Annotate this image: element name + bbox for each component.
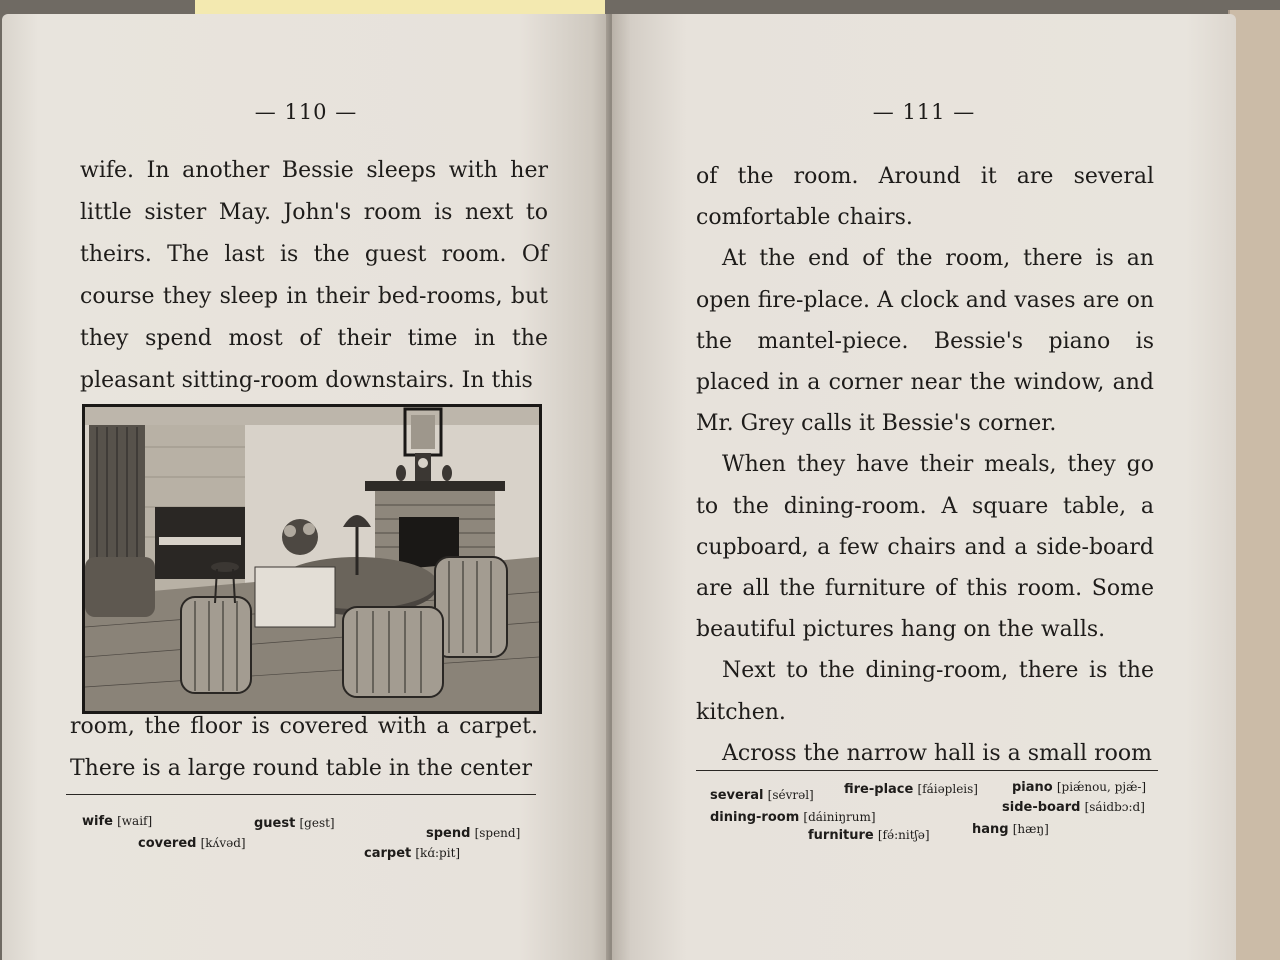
paragraph: wife. In another Bessie sleeps with her little sister May. John's room is next to theirs. The last is the guest room. Of course they sleep in their bed-rooms, but they spend most of their time in the pleasant sitting-room downstairs. In this bbox=[80, 158, 548, 393]
vocab-pronunciation: [piǽnou, pjǽ-] bbox=[1056, 780, 1147, 794]
vocab-word: carpet bbox=[364, 846, 412, 861]
paragraph: room, the floor is covered with a carpet. There is a large round table in the center bbox=[70, 714, 538, 781]
vocab-pronunciation: [spend] bbox=[474, 826, 521, 840]
vocab-entry bbox=[138, 836, 246, 851]
vocab-pronunciation: [hæŋ] bbox=[1012, 822, 1049, 836]
page-number: — 111 — bbox=[872, 100, 976, 124]
footnote-rule bbox=[696, 770, 1158, 771]
paragraph: When they have their meals, they go to the dining-room. A square table, a cupboard, a few chairs and a side-board are all the furniture of this room. Some beautiful pictures hang on the walls. bbox=[696, 452, 1154, 643]
vocab-entry bbox=[364, 846, 460, 861]
illustration-drawing bbox=[85, 407, 539, 711]
vocab-word: fire-place bbox=[844, 782, 914, 797]
vocab-word: guest bbox=[254, 816, 296, 831]
vocab-word: wife bbox=[82, 814, 113, 829]
paragraph: Across the narrow hall is a small room bbox=[722, 740, 1152, 766]
vocab-pronunciation: [gest] bbox=[299, 816, 335, 830]
sitting-room-illustration bbox=[82, 404, 542, 714]
vocab-pronunciation: [kɑ́:pit] bbox=[415, 846, 461, 860]
page-number: — 110 — bbox=[254, 100, 358, 124]
vocab-pronunciation: [fáiəpleis] bbox=[917, 782, 978, 796]
right-page bbox=[612, 14, 1236, 960]
vocab-word: several bbox=[710, 788, 764, 803]
body-text bbox=[696, 156, 1154, 774]
vocab-entry bbox=[82, 814, 152, 829]
vocab-entry bbox=[710, 788, 814, 803]
vocab-word: covered bbox=[138, 836, 197, 851]
vocab-word: hang bbox=[972, 822, 1009, 837]
paragraph: of the room. Around it are several comfortable chairs. bbox=[696, 164, 1154, 231]
vocab-word: side-board bbox=[1002, 800, 1081, 815]
vocab-entry bbox=[426, 826, 520, 841]
vocab-word: spend bbox=[426, 826, 471, 841]
vocab-entry bbox=[710, 810, 876, 825]
vocab-entry bbox=[254, 816, 335, 831]
vocab-pronunciation: [sáidbɔ:d] bbox=[1084, 800, 1145, 814]
vocab-word: furniture bbox=[808, 828, 874, 843]
vocab-word: dining-room bbox=[710, 810, 800, 825]
left-page bbox=[2, 14, 610, 960]
paragraph: Next to the dining-room, there is the kitchen. bbox=[696, 658, 1154, 725]
vocab-entry bbox=[1002, 800, 1145, 815]
paragraph: At the end of the room, there is an open fire-place. A clock and vases are on the mantel-piece. Bessie's piano is placed in a corner near the window, and Mr. Grey calls it Bessie's corner. bbox=[696, 246, 1154, 437]
vocab-entry bbox=[972, 822, 1049, 837]
vocab-pronunciation: [kʌ́vəd] bbox=[200, 836, 246, 850]
vocab-entry bbox=[844, 782, 978, 797]
vocab-word: piano bbox=[1012, 780, 1053, 795]
vocab-pronunciation: [fə́:nitʃə] bbox=[877, 828, 930, 842]
vocab-entry bbox=[808, 828, 930, 843]
vocab-pronunciation: [sévrəl] bbox=[767, 788, 814, 802]
body-text bbox=[70, 706, 538, 790]
vocab-pronunciation: [waif] bbox=[117, 814, 153, 828]
footnote-rule bbox=[66, 794, 536, 795]
vocab-pronunciation: [dáiniŋrum] bbox=[803, 810, 876, 824]
body-text bbox=[80, 150, 548, 402]
vocab-entry bbox=[1012, 780, 1146, 795]
